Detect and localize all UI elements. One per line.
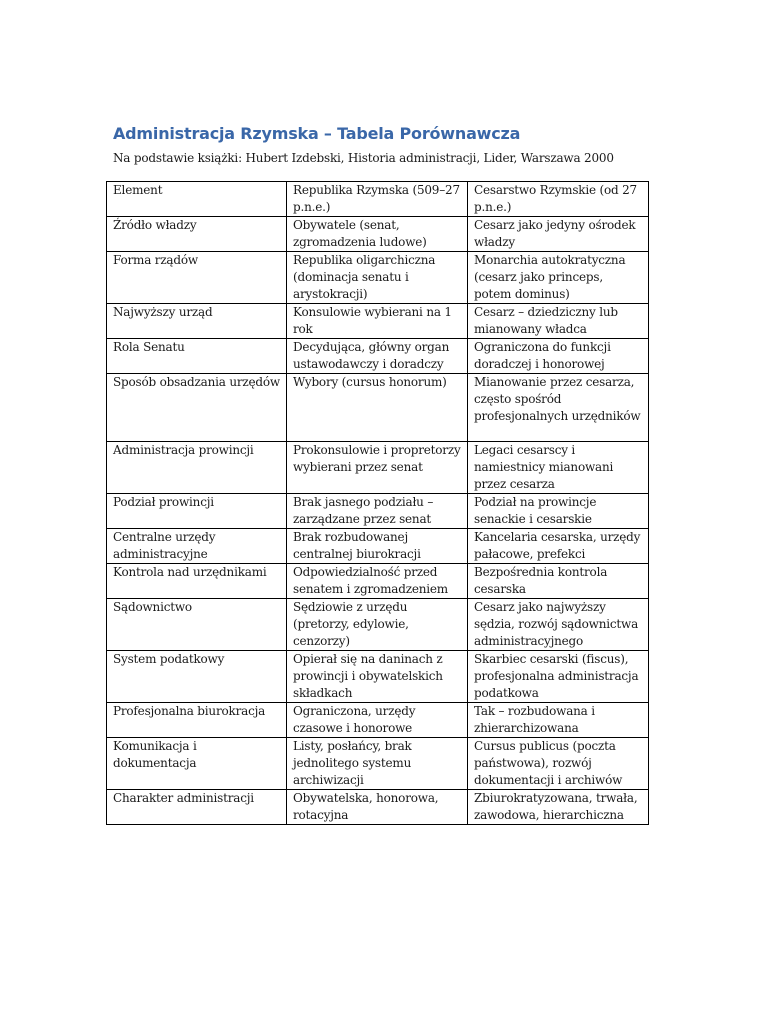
table-cell-republic: Obywatele (senat, zgromadzenia ludowe) — [287, 217, 468, 252]
table-cell-empire: Podział na prowincje senackie i cesarskie — [468, 494, 649, 529]
table-cell-empire: Bezpośrednia kontrola cesarska — [468, 564, 649, 599]
table-cell-element: Sposób obsadzania urzędów — [107, 374, 287, 442]
table-row — [107, 339, 649, 374]
table-cell-empire: Cursus publicus (poczta państwowa), rozwój dokumentacji i archiwów — [468, 738, 649, 790]
table-row — [107, 442, 649, 494]
table-cell-empire: Cesarz jako najwyższy sędzia, rozwój sądownictwa administracyjnego — [468, 599, 649, 651]
table-row — [107, 494, 649, 529]
table-row — [107, 790, 649, 825]
table-cell-element: Źródło władzy — [107, 217, 287, 252]
table-cell-element: Sądownictwo — [107, 599, 287, 651]
table-cell-republic: Sędziowie z urzędu (pretorzy, edylowie, cenzorzy) — [287, 599, 468, 651]
table-row — [107, 304, 649, 339]
table-cell-republic: Republika Rzymska (509–27 p.n.e.) — [287, 182, 468, 217]
table-cell-element: System podatkowy — [107, 651, 287, 703]
table-cell-element: Administracja prowincji — [107, 442, 287, 494]
table-cell-empire: Kancelaria cesarska, urzędy pałacowe, prefekci — [468, 529, 649, 564]
table-cell-empire: Cesarz jako jedyny ośrodek władzy — [468, 217, 649, 252]
table-row — [107, 738, 649, 790]
table-cell-element: Profesjonalna biurokracja — [107, 703, 287, 738]
table-cell-republic: Republika oligarchiczna (dominacja senatu i arystokracji) — [287, 252, 468, 304]
table-cell-empire: Cesarstwo Rzymskie (od 27 p.n.e.) — [468, 182, 649, 217]
table-cell-republic: Opierał się na daninach z prowincji i obywatelskich składkach — [287, 651, 468, 703]
table-cell-element: Centralne urzędy administracyjne — [107, 529, 287, 564]
table-cell-element: Kontrola nad urzędnikami — [107, 564, 287, 599]
table-cell-empire: Zbiurokratyzowana, trwała, zawodowa, hierarchiczna — [468, 790, 649, 825]
table-cell-element: Komunikacja i dokumentacja — [107, 738, 287, 790]
table-cell-empire: Ograniczona do funkcji doradczej i honorowej — [468, 339, 649, 374]
table-cell-republic: Listy, posłańcy, brak jednolitego systemu archiwizacji — [287, 738, 468, 790]
table-header-row — [107, 182, 649, 217]
table-cell-empire: Legaci cesarscy i namiestnicy mianowani przez cesarza — [468, 442, 649, 494]
table-cell-element: Element — [107, 182, 287, 217]
table-row — [107, 252, 649, 304]
table-row — [107, 651, 649, 703]
table-row — [107, 217, 649, 252]
table-cell-republic: Odpowiedzialność przed senatem i zgromadzeniem — [287, 564, 468, 599]
table-cell-element: Charakter administracji — [107, 790, 287, 825]
table-cell-republic: Decydująca, główny organ ustawodawczy i doradczy — [287, 339, 468, 374]
table-cell-element: Rola Senatu — [107, 339, 287, 374]
table-cell-empire: Cesarz – dziedziczny lub mianowany władca — [468, 304, 649, 339]
table-cell-republic: Obywatelska, honorowa, rotacyjna — [287, 790, 468, 825]
document-title: Administracja Rzymska – Tabela Porównawcza — [113, 124, 521, 143]
table-cell-republic: Prokonsulowie i propretorzy wybierani przez senat — [287, 442, 468, 494]
comparison-table — [106, 181, 649, 825]
table-cell-element: Najwyższy urząd — [107, 304, 287, 339]
table-cell-republic: Brak jasnego podziału – zarządzane przez senat — [287, 494, 468, 529]
table-row — [107, 703, 649, 738]
table-cell-republic: Brak rozbudowanej centralnej biurokracji — [287, 529, 468, 564]
table-row — [107, 529, 649, 564]
comparison-table-body — [107, 182, 649, 825]
table-cell-empire: Mianowanie przez cesarza, często spośród profesjonalnych urzędników — [468, 374, 649, 442]
table-row — [107, 374, 649, 442]
table-cell-empire: Tak – rozbudowana i zhierarchizowana — [468, 703, 649, 738]
table-cell-empire: Skarbiec cesarski (fiscus), profesjonalna administracja podatkowa — [468, 651, 649, 703]
document-subtitle: Na podstawie książki: Hubert Izdebski, Historia administracji, Lider, Warszawa 2000 — [113, 151, 614, 165]
table-row — [107, 599, 649, 651]
table-cell-republic: Wybory (cursus honorum) — [287, 374, 468, 442]
table-cell-republic: Ograniczona, urzędy czasowe i honorowe — [287, 703, 468, 738]
table-cell-empire: Monarchia autokratyczna (cesarz jako princeps, potem dominus) — [468, 252, 649, 304]
table-cell-element: Podział prowincji — [107, 494, 287, 529]
table-cell-element: Forma rządów — [107, 252, 287, 304]
table-row — [107, 564, 649, 599]
table-cell-republic: Konsulowie wybierani na 1 rok — [287, 304, 468, 339]
